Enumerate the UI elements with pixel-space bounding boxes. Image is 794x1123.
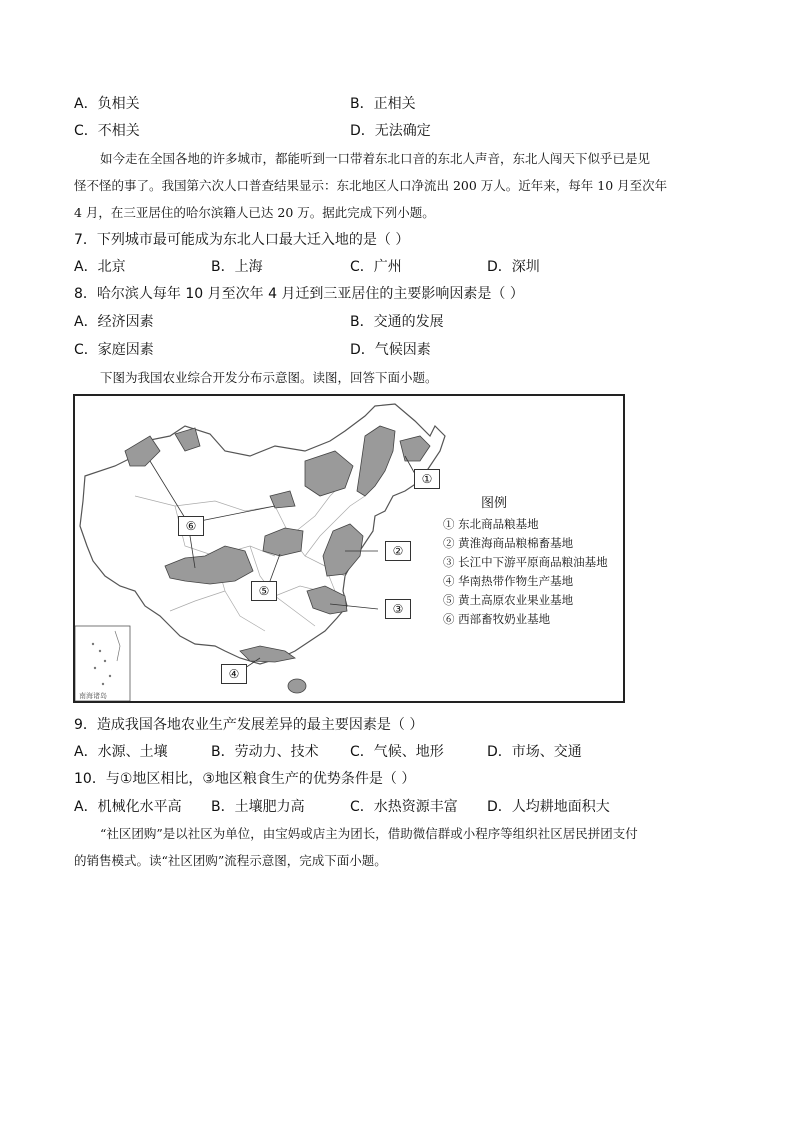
legend-item-1: ① 东北商品粮基地 — [443, 517, 539, 531]
region-6-west-c — [305, 451, 353, 496]
region-6-west-a — [125, 436, 160, 466]
legend-item-2: ② 黄淮海商品粮棉畜基地 — [443, 536, 574, 550]
q7-option-c[interactable]: C．广州 — [350, 259, 402, 275]
legend-item-4: ④ 华南热带作物生产基地 — [443, 574, 574, 588]
region-2-north-china-plain — [323, 524, 363, 576]
q9-option-b[interactable]: B．劳动力、技术 — [211, 744, 319, 760]
legend-item-6: ⑥ 西部畜牧奶业基地 — [443, 612, 551, 626]
q8-option-c[interactable]: C．家庭因素 — [74, 342, 154, 358]
region-5-loess — [263, 528, 303, 556]
passage2-line1: “社区团购”是以社区为单位，由宝妈或店主为团长，借助微信群或小程序等组织社区居民拼团支付 — [100, 826, 638, 841]
q7-option-a[interactable]: A．北京 — [74, 259, 126, 275]
q8-option-b[interactable]: B．交通的发展 — [350, 314, 444, 330]
region-3-yangtze — [307, 586, 347, 614]
region-1-northeast-b — [400, 436, 430, 461]
q7-option-d[interactable]: D．深圳 — [487, 259, 540, 275]
q9-stem: 9．造成我国各地农业生产发展差异的最主要因素是（ ） — [74, 717, 424, 733]
callout-1: ① — [414, 469, 440, 489]
passage-northeast-migration — [74, 145, 722, 226]
q8-stem: 8．哈尔滨人每年 10 月至次年 4 月迁到三亚居住的主要影响因素是（ ） — [74, 286, 524, 302]
q8-option-d[interactable]: D．气候因素 — [350, 342, 431, 358]
callout-4: ④ — [221, 664, 247, 684]
callout-5: ⑤ — [251, 581, 277, 601]
passage2-line2: 的销售模式。读“社区团购”流程示意图，完成下面小题。 — [74, 853, 387, 868]
q7-stem: 7．下列城市最可能成为东北人口最大迁入地的是（ ） — [74, 232, 410, 248]
south-sea-inset — [75, 626, 130, 701]
q6-option-c[interactable]: C．不相关 — [74, 123, 140, 139]
q9-option-d[interactable]: D．市场、交通 — [487, 744, 582, 760]
map-intro — [74, 364, 722, 391]
region-1-northeast — [357, 426, 395, 496]
legend-title: 图例 — [481, 496, 508, 511]
q9-option-a[interactable]: A．水源、土壤 — [74, 744, 168, 760]
q10-option-d[interactable]: D．人均耕地面积大 — [487, 799, 610, 815]
q7-option-b[interactable]: B．上海 — [211, 259, 263, 275]
q6-option-b[interactable]: B．正相关 — [350, 96, 416, 112]
callout-6: ⑥ — [178, 516, 204, 536]
callout-3: ③ — [385, 599, 411, 619]
region-4-south-china — [240, 646, 295, 662]
q9-option-c[interactable]: C．气候、地形 — [350, 744, 444, 760]
q8-option-a[interactable]: A．经济因素 — [74, 314, 154, 330]
region-6-west-d — [270, 491, 295, 508]
passage-community-group-buying — [74, 820, 722, 874]
passage1-line2: 怪不怪的事了。我国第六次人口普查结果显示：东北地区人口净流出 200 万人。近年来，每年 10 月至次年 — [74, 178, 668, 193]
q6-option-d[interactable]: D．无法确定 — [350, 123, 431, 139]
q10-option-a[interactable]: A．机械化水平高 — [74, 799, 182, 815]
q10-stem: 10．与①地区相比，③地区粮食生产的优势条件是（ ） — [74, 771, 416, 787]
passage1-line3: 4 月，在三亚居住的哈尔滨籍人已达 20 万。据此完成下列小题。 — [74, 205, 435, 220]
region-6-west-b — [175, 428, 200, 451]
region-4-hainan — [288, 679, 306, 693]
callout-2: ② — [385, 541, 411, 561]
q6-option-a[interactable]: A．负相关 — [74, 96, 140, 112]
inset-label: 南海诸岛 — [79, 692, 107, 700]
q10-option-c[interactable]: C．水热资源丰富 — [350, 799, 458, 815]
map-legend — [443, 492, 608, 629]
passage1-line1: 如今走在全国各地的许多城市，都能听到一口带着东北口音的东北人声音，东北人闯天下似乎已是见 — [100, 151, 651, 166]
region-6-west-e — [165, 546, 253, 584]
map-intro-text: 下图为我国农业综合开发分布示意图。读图，回答下面小题。 — [100, 370, 438, 385]
legend-item-3: ③ 长江中下游平原商品粮油基地 — [443, 555, 608, 569]
q10-option-b[interactable]: B．土壤肥力高 — [211, 799, 305, 815]
legend-item-5: ⑤ 黄土高原农业果业基地 — [443, 593, 574, 607]
